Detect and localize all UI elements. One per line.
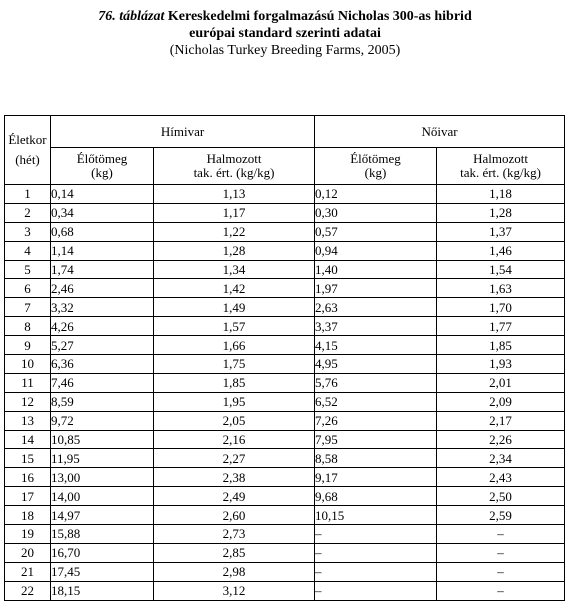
male-weight-cell: 10,85 (51, 430, 154, 449)
female-group-header: Nőivar (315, 116, 565, 148)
female-feed-cell: 1,54 (437, 260, 565, 279)
male-weight-cell: 14,97 (51, 506, 154, 525)
female-weight-header (315, 148, 437, 185)
table-row (5, 317, 565, 336)
female-weight-cell: 0,57 (315, 222, 437, 241)
male-weight-cell: 8,59 (51, 392, 154, 411)
male-feed-cell: 2,49 (154, 487, 315, 506)
age-cell: 13 (5, 411, 51, 430)
age-cell: 8 (5, 317, 51, 336)
male-feed-cell: 2,05 (154, 411, 315, 430)
table-row (5, 298, 565, 317)
female-feed-cell: 1,85 (437, 336, 565, 355)
male-feed-cell: 1,22 (154, 222, 315, 241)
male-feed-cell: 2,85 (154, 543, 315, 562)
male-feed-header-line-1: Halmozott (206, 151, 262, 166)
table-row (5, 468, 565, 487)
female-feed-cell: – (437, 543, 565, 562)
male-weight-cell: 2,46 (51, 279, 154, 298)
female-weight-cell: – (315, 543, 437, 562)
age-cell: 16 (5, 468, 51, 487)
age-cell: 4 (5, 241, 51, 260)
table-row (5, 562, 565, 581)
age-cell: 6 (5, 279, 51, 298)
table-row (5, 430, 565, 449)
table-body (5, 185, 565, 601)
male-weight-cell: 1,14 (51, 241, 154, 260)
table-row (5, 373, 565, 392)
male-feed-cell: 1,28 (154, 241, 315, 260)
female-weight-cell: – (315, 525, 437, 544)
male-weight-cell: 0,34 (51, 203, 154, 222)
male-feed-cell: 1,49 (154, 298, 315, 317)
female-feed-cell: – (437, 562, 565, 581)
male-weight-header (51, 148, 154, 185)
table-row (5, 222, 565, 241)
age-cell: 21 (5, 562, 51, 581)
female-weight-cell: 3,37 (315, 317, 437, 336)
male-feed-cell: 1,66 (154, 336, 315, 355)
male-feed-cell: 1,17 (154, 203, 315, 222)
female-weight-cell: 9,68 (315, 487, 437, 506)
age-header (5, 116, 51, 185)
male-feed-cell: 3,12 (154, 581, 315, 600)
female-weight-cell: 1,97 (315, 279, 437, 298)
table-row (5, 241, 565, 260)
age-cell: 15 (5, 449, 51, 468)
age-cell: 1 (5, 185, 51, 204)
age-cell: 3 (5, 222, 51, 241)
male-feed-cell: 2,27 (154, 449, 315, 468)
caption-title-line-1 (0, 8, 570, 25)
female-feed-cell: 2,26 (437, 430, 565, 449)
male-feed-cell: 2,73 (154, 525, 315, 544)
male-weight-cell: 11,95 (51, 449, 154, 468)
female-weight-cell: 7,95 (315, 430, 437, 449)
table-number: 76. táblázat (98, 9, 165, 24)
female-weight-cell: 10,15 (315, 506, 437, 525)
female-weight-cell: 0,94 (315, 241, 437, 260)
male-weight-cell: 0,14 (51, 185, 154, 204)
age-cell: 10 (5, 355, 51, 374)
male-feed-cell: 1,34 (154, 260, 315, 279)
age-cell: 17 (5, 487, 51, 506)
male-weight-cell: 13,00 (51, 468, 154, 487)
male-feed-header (154, 148, 315, 185)
female-feed-cell: – (437, 525, 565, 544)
male-weight-cell: 5,27 (51, 336, 154, 355)
female-feed-cell: 2,09 (437, 392, 565, 411)
male-weight-cell: 3,32 (51, 298, 154, 317)
age-cell: 19 (5, 525, 51, 544)
male-feed-cell: 1,95 (154, 392, 315, 411)
female-feed-cell: 1,93 (437, 355, 565, 374)
male-weight-header-line-2: (kg) (91, 165, 113, 180)
table-caption (0, 8, 570, 59)
age-cell: 12 (5, 392, 51, 411)
age-cell: 11 (5, 373, 51, 392)
male-feed-cell: 2,38 (154, 468, 315, 487)
female-weight-cell: 2,63 (315, 298, 437, 317)
female-feed-cell: 1,28 (437, 203, 565, 222)
female-feed-cell: 2,50 (437, 487, 565, 506)
table-header (5, 116, 565, 185)
female-feed-cell: 2,17 (437, 411, 565, 430)
female-feed-cell: 1,63 (437, 279, 565, 298)
female-weight-cell: 6,52 (315, 392, 437, 411)
female-weight-cell: 8,58 (315, 449, 437, 468)
male-weight-cell: 6,36 (51, 355, 154, 374)
age-header-line-2: (hét) (15, 152, 40, 167)
age-cell: 5 (5, 260, 51, 279)
female-weight-cell: 1,40 (315, 260, 437, 279)
female-feed-header-line-2: tak. ért. (kg/kg) (460, 165, 541, 180)
table-row (5, 525, 565, 544)
male-weight-cell: 14,00 (51, 487, 154, 506)
age-cell: 14 (5, 430, 51, 449)
female-feed-cell: 1,18 (437, 185, 565, 204)
table-row (5, 336, 565, 355)
table-row (5, 392, 565, 411)
male-feed-cell: 2,98 (154, 562, 315, 581)
female-weight-header-line-1: Élőtömeg (350, 151, 401, 166)
female-weight-cell: 0,12 (315, 185, 437, 204)
male-group-header: Hímivar (51, 116, 315, 148)
female-weight-cell: 7,26 (315, 411, 437, 430)
female-weight-cell: 9,17 (315, 468, 437, 487)
female-feed-cell: 2,43 (437, 468, 565, 487)
female-feed-header-line-1: Halmozott (473, 151, 528, 166)
female-weight-cell: 0,30 (315, 203, 437, 222)
caption-source: (Nicholas Turkey Breeding Farms, 2005) (169, 43, 401, 58)
age-cell: 7 (5, 298, 51, 317)
female-weight-cell: 4,95 (315, 355, 437, 374)
female-feed-cell: 1,37 (437, 222, 565, 241)
male-feed-cell: 1,42 (154, 279, 315, 298)
male-feed-cell: 1,75 (154, 355, 315, 374)
age-header-line-1: Életkor (8, 132, 47, 147)
table-row (5, 487, 565, 506)
female-weight-cell: – (315, 581, 437, 600)
table-row (5, 279, 565, 298)
male-feed-cell: 1,13 (154, 185, 315, 204)
male-weight-cell: 7,46 (51, 373, 154, 392)
male-weight-cell: 1,74 (51, 260, 154, 279)
male-weight-cell: 4,26 (51, 317, 154, 336)
table-row (5, 543, 565, 562)
age-cell: 22 (5, 581, 51, 600)
table-row (5, 411, 565, 430)
age-cell: 2 (5, 203, 51, 222)
male-feed-cell: 2,16 (154, 430, 315, 449)
female-feed-header (437, 148, 565, 185)
male-weight-cell: 9,72 (51, 411, 154, 430)
male-feed-cell: 1,85 (154, 373, 315, 392)
male-weight-cell: 0,68 (51, 222, 154, 241)
male-feed-header-line-2: tak. ért. (kg/kg) (193, 165, 275, 180)
male-feed-cell: 1,57 (154, 317, 315, 336)
age-cell: 18 (5, 506, 51, 525)
table-row (5, 203, 565, 222)
female-feed-cell: 2,59 (437, 506, 565, 525)
female-feed-cell: 1,77 (437, 317, 565, 336)
table-row (5, 260, 565, 279)
turkey-data-table (4, 115, 565, 601)
female-weight-cell: – (315, 562, 437, 581)
female-feed-cell: – (437, 581, 565, 600)
male-weight-cell: 18,15 (51, 581, 154, 600)
female-weight-cell: 5,76 (315, 373, 437, 392)
female-feed-cell: 1,70 (437, 298, 565, 317)
female-weight-header-line-2: (kg) (364, 165, 387, 180)
female-weight-cell: 4,15 (315, 336, 437, 355)
age-cell: 20 (5, 543, 51, 562)
female-feed-cell: 1,46 (437, 241, 565, 260)
male-weight-cell: 15,88 (51, 525, 154, 544)
caption-title-line-2: európai standard szerinti adatai (189, 26, 381, 41)
table-row (5, 449, 565, 468)
caption-title-part-1: Kereskedelmi forgalmazású Nicholas 300-as hibrid (167, 9, 472, 24)
table-row (5, 506, 565, 525)
table-row (5, 355, 565, 374)
female-feed-cell: 2,01 (437, 373, 565, 392)
age-cell: 9 (5, 336, 51, 355)
female-feed-cell: 2,34 (437, 449, 565, 468)
male-weight-header-line-1: Élőtömeg (76, 151, 128, 166)
male-weight-cell: 16,70 (51, 543, 154, 562)
table-row (5, 185, 565, 204)
male-weight-cell: 17,45 (51, 562, 154, 581)
male-feed-cell: 2,60 (154, 506, 315, 525)
